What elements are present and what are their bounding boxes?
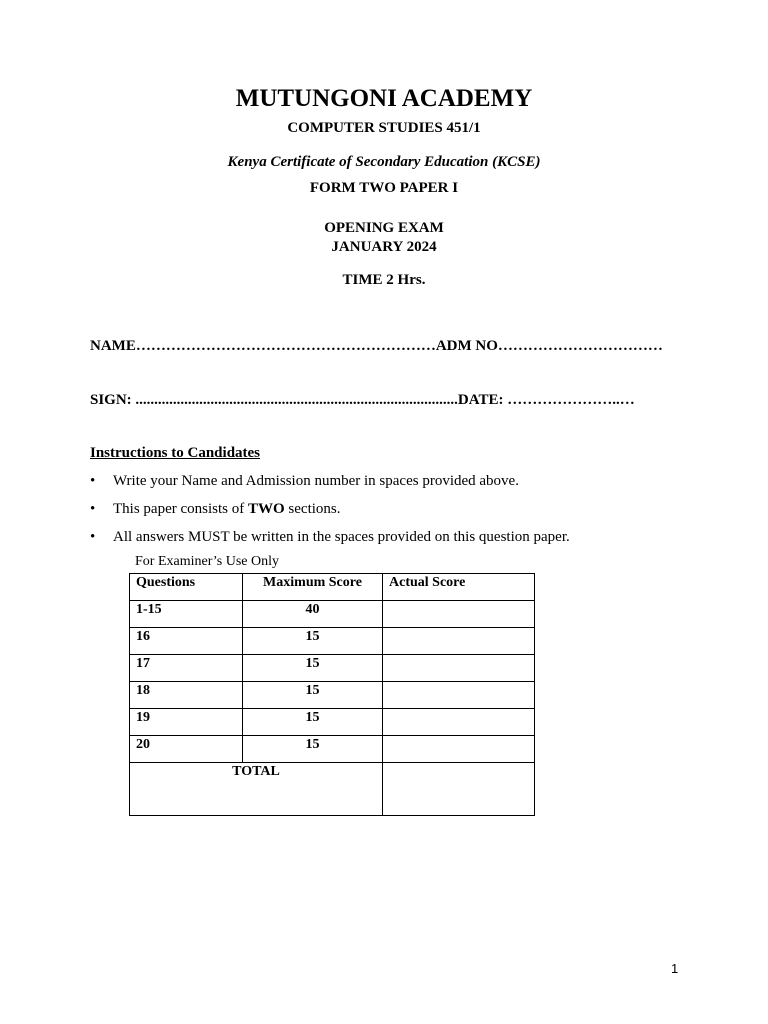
table-row: [130, 628, 535, 655]
question-cell: 20: [130, 736, 243, 763]
table-header-row: [130, 574, 535, 601]
max-score-cell: 15: [243, 628, 383, 655]
instruction-item: • All answers MUST be written in the spaces provided on this question paper.: [90, 520, 570, 548]
exam-duration: TIME 2 Hrs.: [342, 272, 426, 288]
paper-title: FORM TWO PAPER I: [309, 180, 459, 196]
school-title: MUTUNGONI ACADEMY: [235, 85, 533, 112]
sign-date-field: SIGN: ......................................................................................DATE: …………………..…: [90, 392, 635, 408]
max-score-cell: 15: [243, 655, 383, 682]
table-row: [130, 601, 535, 628]
examiner-caption: For Examiner’s Use Only: [135, 554, 279, 569]
actual-score-cell[interactable]: [383, 736, 535, 763]
max-score-cell: 15: [243, 736, 383, 763]
question-cell: 17: [130, 655, 243, 682]
table-row: [130, 709, 535, 736]
question-cell: 16: [130, 628, 243, 655]
instructions-list: [90, 464, 570, 548]
total-score-cell[interactable]: [383, 763, 535, 816]
exam-name: OPENING EXAM: [324, 220, 444, 236]
question-cell: 18: [130, 682, 243, 709]
emphasis-text: TWO: [247, 501, 285, 517]
instruction-item: • This paper consists of TWO sections.: [90, 492, 570, 520]
column-header: Maximum Score: [243, 574, 383, 601]
actual-score-cell[interactable]: [383, 655, 535, 682]
total-row: [130, 763, 535, 816]
page-number: 1: [671, 961, 679, 976]
actual-score-cell[interactable]: [383, 628, 535, 655]
table-row: [130, 736, 535, 763]
table-row: [130, 655, 535, 682]
question-cell: 1-15: [130, 601, 243, 628]
actual-score-cell[interactable]: [383, 601, 535, 628]
table-row: [130, 682, 535, 709]
max-score-cell: 15: [243, 709, 383, 736]
max-score-cell: 15: [243, 682, 383, 709]
question-cell: 19: [130, 709, 243, 736]
max-score-cell: 40: [243, 601, 383, 628]
instructions-heading: Instructions to Candidates: [90, 445, 261, 461]
exam-date: JANUARY 2024: [331, 239, 437, 255]
exam-body: Kenya Certificate of Secondary Education (KCSE): [227, 154, 541, 170]
total-label: TOTAL: [130, 763, 383, 816]
column-header: Actual Score: [383, 574, 535, 601]
actual-score-cell[interactable]: [383, 709, 535, 736]
column-header: Questions: [130, 574, 243, 601]
instruction-item: • Write your Name and Admission number in spaces provided above.: [90, 464, 570, 492]
actual-score-cell[interactable]: [383, 682, 535, 709]
subject-code: COMPUTER STUDIES 451/1: [287, 120, 481, 136]
score-table: [129, 573, 535, 816]
name-adm-field: NAME……………………………………………………ADM NO……………………………: [90, 338, 663, 354]
